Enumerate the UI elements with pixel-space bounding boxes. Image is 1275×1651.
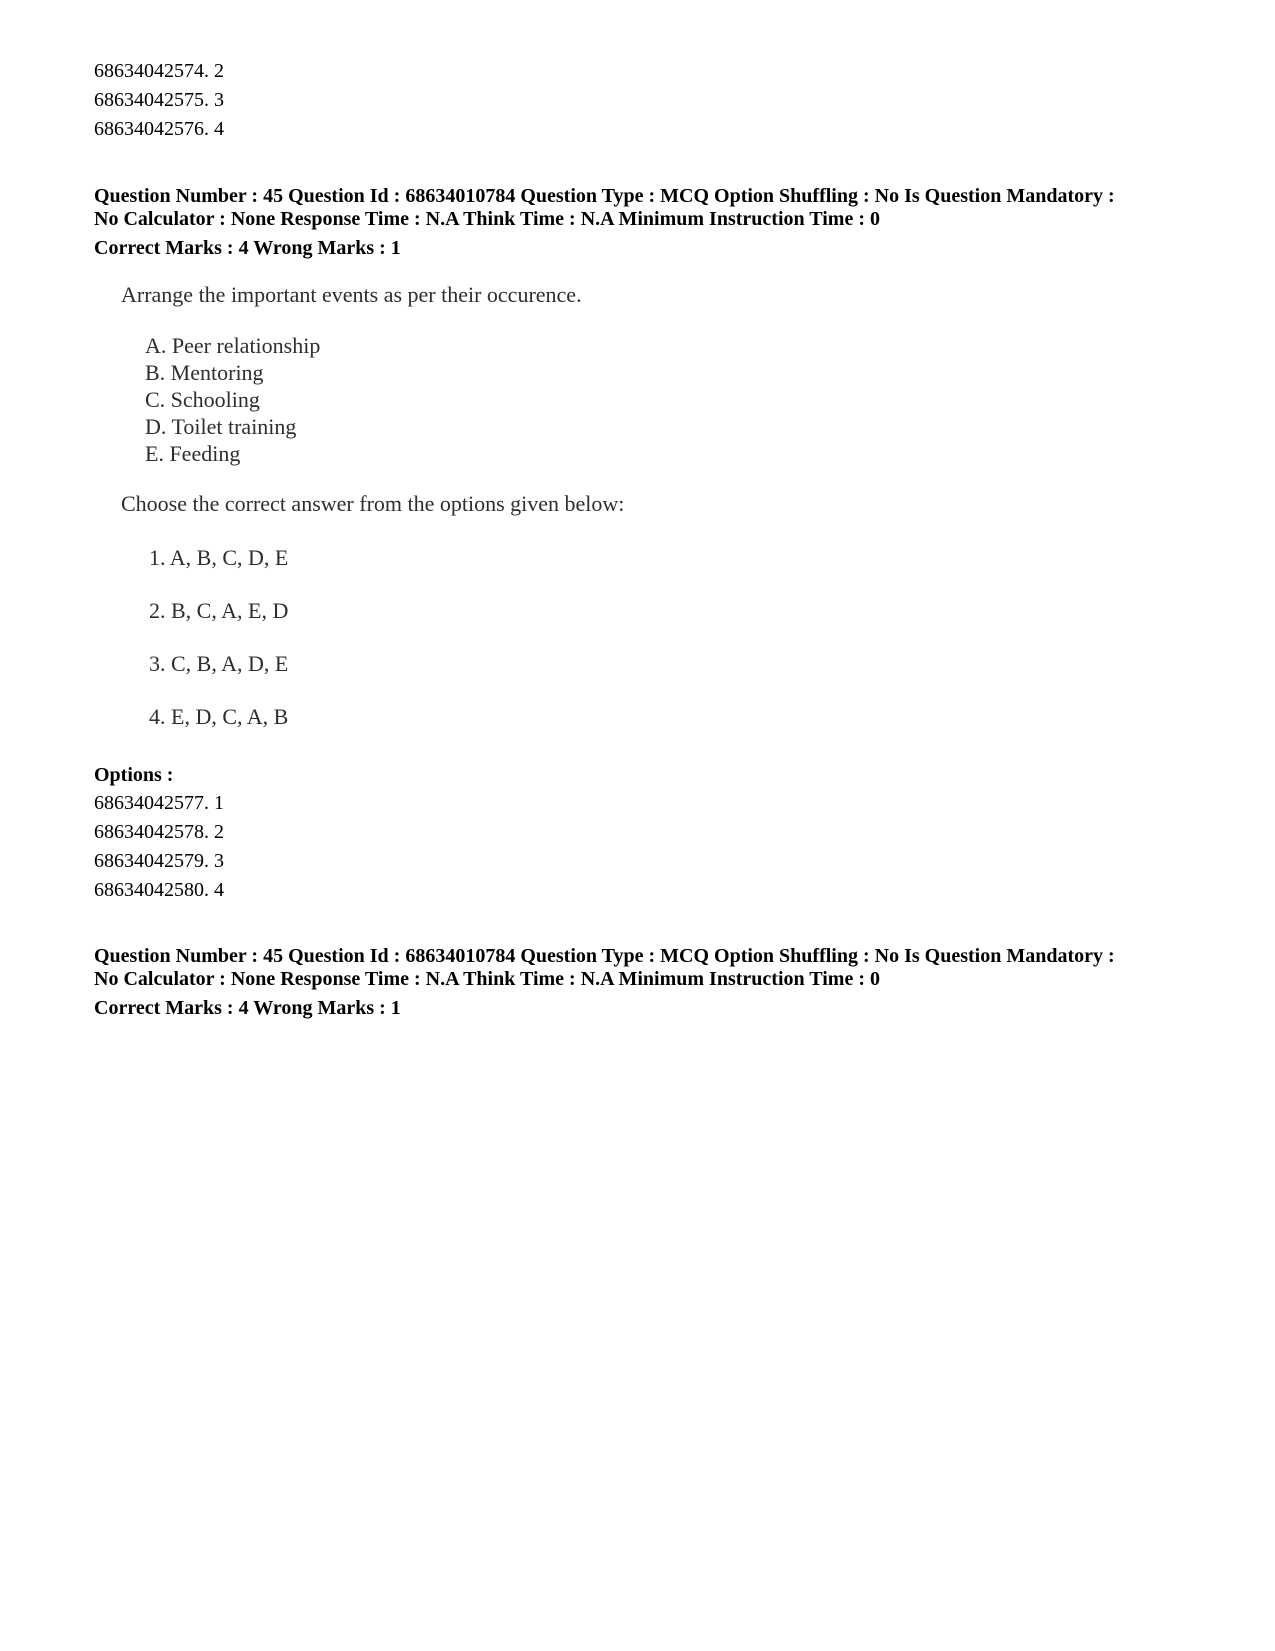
- question-stem: Arrange the important events as per their occurence.: [121, 282, 582, 307]
- next-question-header-line1: Question Number : 45 Question Id : 68634010784 Question Type : MCQ Option Shuffling : No Is Question Mandatory :: [94, 945, 1115, 967]
- option-id-2: 68634042578. 2: [94, 821, 224, 843]
- event-item-a: A. Peer relationship: [145, 333, 321, 358]
- options-label: Options :: [94, 764, 174, 786]
- answer-choice-4: 4. E, D, C, A, B: [149, 704, 289, 729]
- question-marks: Correct Marks : 4 Wrong Marks : 1: [94, 237, 401, 259]
- option-id-3: 68634042579. 3: [94, 850, 224, 872]
- previous-option-3: 68634042575. 3: [94, 89, 224, 111]
- next-question-header-line2: No Calculator : None Response Time : N.A Think Time : N.A Minimum Instruction Time : 0: [94, 968, 880, 990]
- question-header-line2: No Calculator : None Response Time : N.A Think Time : N.A Minimum Instruction Time : 0: [94, 208, 880, 230]
- answer-choice-1: 1. A, B, C, D, E: [149, 545, 289, 570]
- previous-option-2: 68634042574. 2: [94, 60, 224, 82]
- event-item-d: D. Toilet training: [145, 414, 297, 439]
- option-id-4: 68634042580. 4: [94, 879, 224, 901]
- choose-instruction: Choose the correct answer from the options given below:: [121, 491, 625, 516]
- next-question-marks: Correct Marks : 4 Wrong Marks : 1: [94, 997, 401, 1019]
- event-item-b: B. Mentoring: [145, 360, 264, 385]
- event-item-c: C. Schooling: [145, 387, 260, 412]
- question-header-line1: Question Number : 45 Question Id : 68634010784 Question Type : MCQ Option Shuffling : No Is Question Mandatory :: [94, 185, 1115, 207]
- option-id-1: 68634042577. 1: [94, 792, 224, 814]
- answer-choice-3: 3. C, B, A, D, E: [149, 651, 289, 676]
- previous-option-4: 68634042576. 4: [94, 118, 224, 140]
- event-item-e: E. Feeding: [145, 441, 241, 466]
- question-image: [94, 282, 714, 762]
- answer-choice-2: 2. B, C, A, E, D: [149, 598, 289, 623]
